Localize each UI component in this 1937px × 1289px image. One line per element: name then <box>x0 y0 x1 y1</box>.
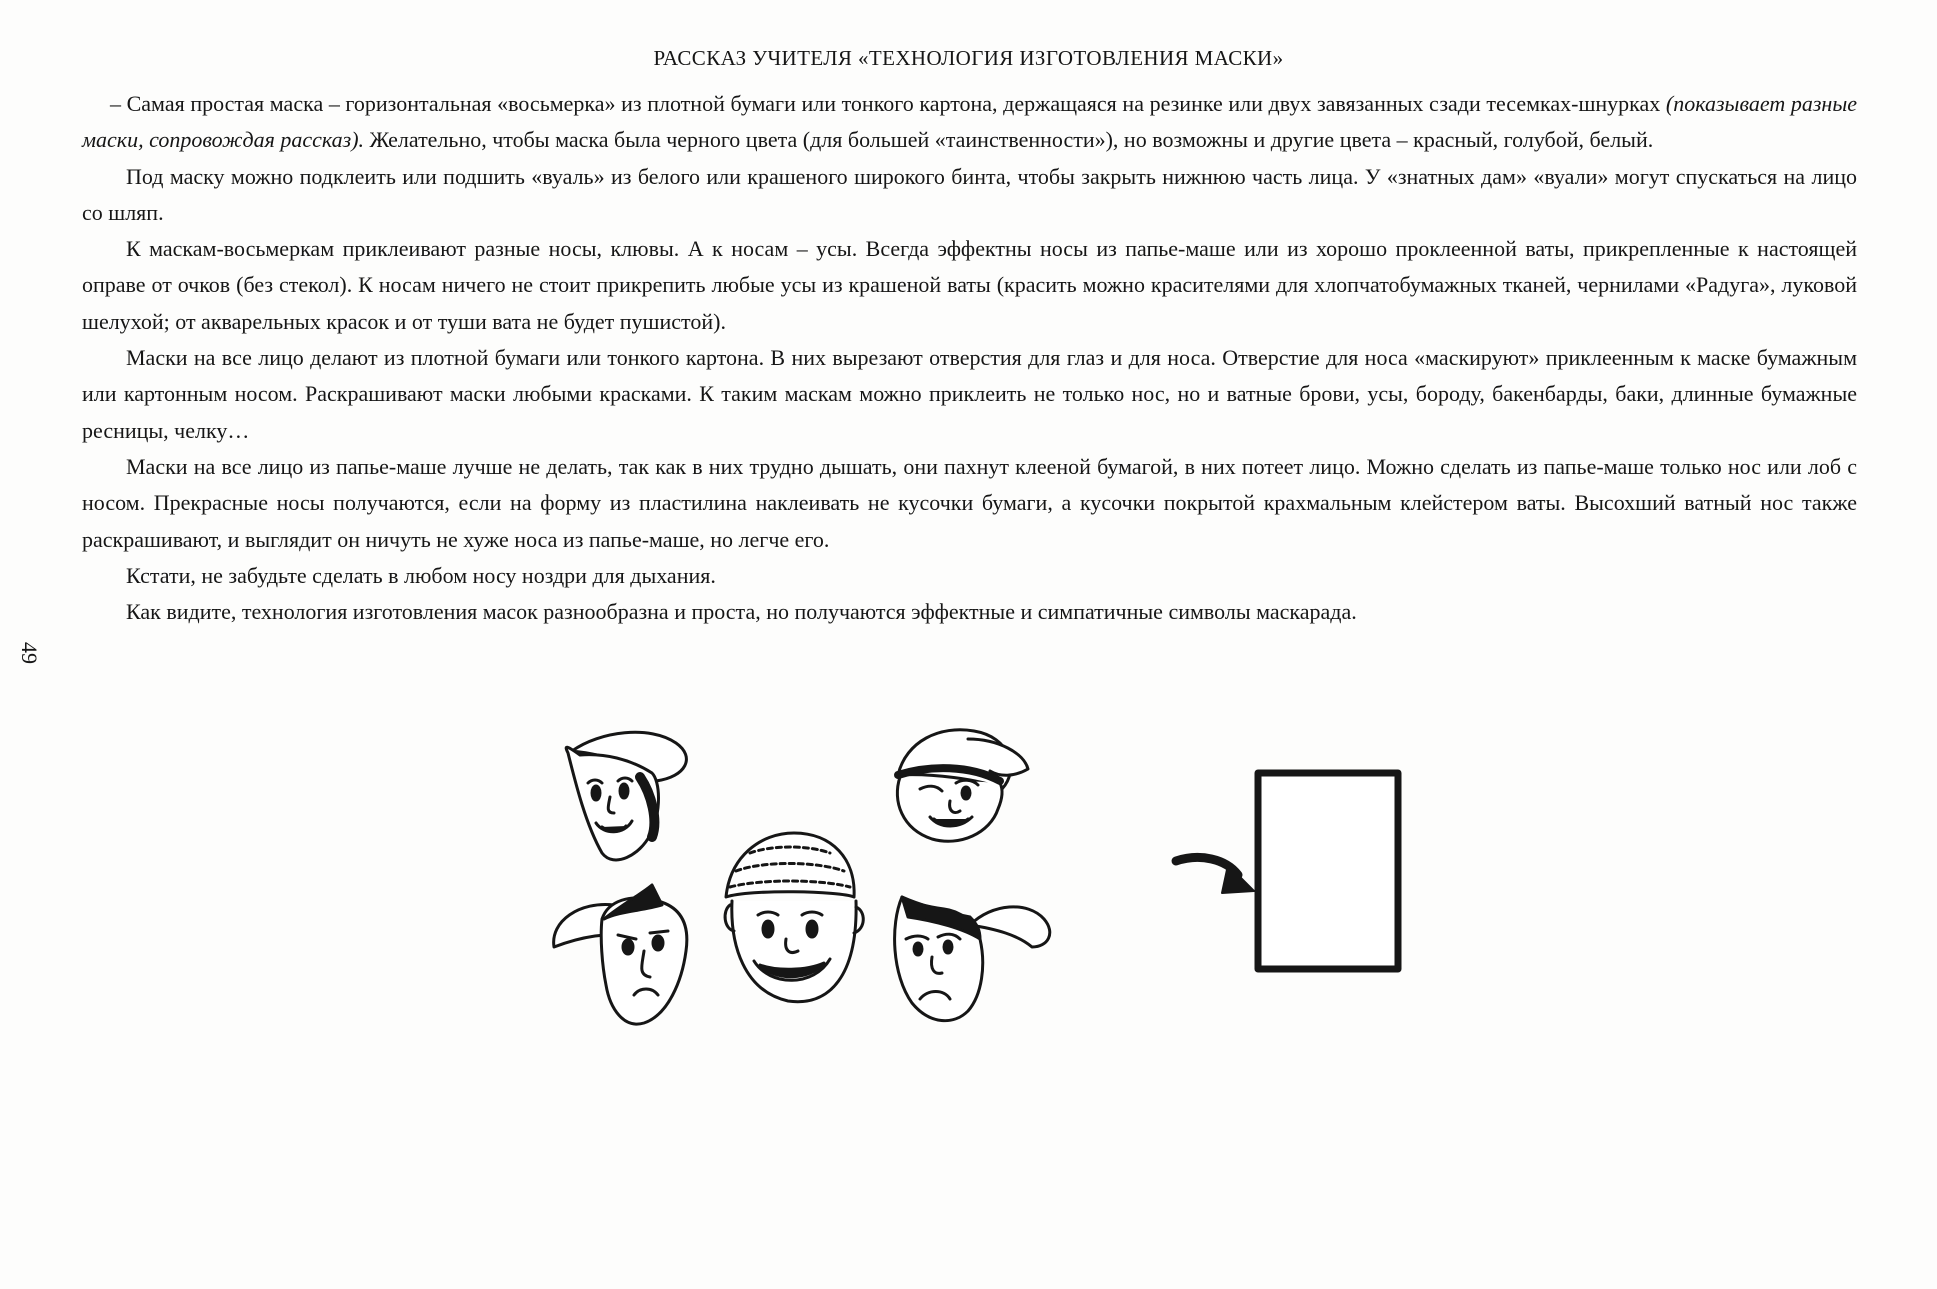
paragraph-1-text-a: – Самая простая маска – горизонтальная «восьмерка» из плотной бумаги или тонкого картона, держащаяся на резинке или двух завязанных сзади тесемках-шнурках <box>110 91 1666 116</box>
paragraph-2: Под маску можно подклеить или подшить «вуаль» из белого или крашеного широкого бинта, чтобы закрыть нижнюю часть лица. У «знатных дам» «вуали» могут спускаться на лицо со шляп. <box>82 163 1857 225</box>
paragraph-6: Кстати, не забудьте сделать в любом носу ноздри для дыхания. <box>126 562 716 588</box>
body-text <box>82 86 1857 630</box>
paragraph-1-stage-direction: (показывает разные маски, сопровождая рассказ). <box>82 91 1857 153</box>
arrow-icon <box>1176 857 1254 893</box>
paragraph-1-text-b: Желательно, чтобы маска была черного цвета (для большей «таинственности»), но возможны и другие цвета – красный, голубой, белый. <box>364 127 1654 153</box>
mask-sad-with-cap <box>895 897 1050 1021</box>
paragraph-7: Как видите, технология изготовления масок разнообразна и проста, но получаются эффектные и симпатичные символы маскарада. <box>126 599 1357 625</box>
mask-smiling-with-hat <box>566 732 686 860</box>
paragraph-5: Маски на все лицо из папье-маше лучше не делать, так как в них трудно дышать, они пахнут клееной бумагой, в них потеет лицо. Можно сделать из папье-маше только нос или лоб с носом. Прекрасные носы получаются, если на форму из пластилина наклеивать не кусочки бумаги, а кусочки покрытой крахмальным клейстером ваты. Высохший ватный нос также раскрашивают, и выглядит он ничуть не хуже носа из папье-маше, но легче его. <box>82 453 1857 552</box>
mask-cap-winking <box>897 730 1028 841</box>
page-number: 49 <box>17 642 42 664</box>
masks-illustration <box>540 725 1420 1045</box>
paragraph-3: К маскам-восьмеркам приклеивают разные носы, клювы. А к носам – усы. Всегда эффектны носы из папье-маше или из хорошо проклеенной ваты, прикрепленные к настоящей оправе от очков (без стекол). К носам ничего не стоит прикрепить любые усы из крашеной ваты (красить можно красителями для хлопчатобумажных тканей, чернилами «Радуга», луковой шелухой; от акварельных красок и от туши вата не будет пушистой). <box>82 236 1857 334</box>
page-title: РАССКАЗ УЧИТЕЛЯ «ТЕХНОЛОГИЯ ИЗГОТОВЛЕНИЯ МАСКИ» <box>653 46 1284 70</box>
mask-boy-with-cap <box>725 833 863 1002</box>
paragraph-4: Маски на все лицо делают из плотной бумаги или тонкого картона. В них вырезают отверстия для глаз и для носа. Отверстие для носа «маскируют» приклеенным к маске бумажным или картонным носом. Раскрашивают маски любыми красками. К таким маскам можно приклеить не только нос, но и ватные брови, усы, бороду, бакенбарды, баки, длинные бумажные ресницы, челку… <box>82 345 1857 443</box>
mask-sad-with-bow <box>554 885 687 1024</box>
paragraph-1 <box>82 86 1857 159</box>
empty-frame <box>1258 773 1398 969</box>
